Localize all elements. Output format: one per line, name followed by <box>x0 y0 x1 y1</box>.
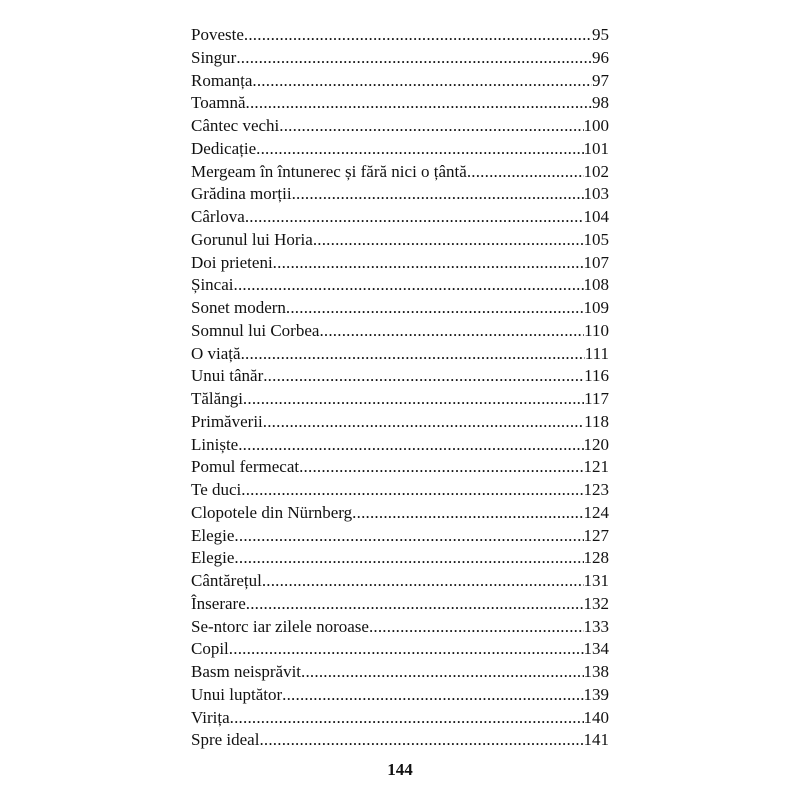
dot-leader <box>256 138 583 161</box>
dot-leader <box>230 707 584 730</box>
toc-entry-page: 139 <box>583 684 609 704</box>
toc-entry-title: Somnul lui Corbea <box>191 320 320 340</box>
toc-entry-title: Grădina morții <box>191 184 292 204</box>
toc-entry <box>191 388 609 411</box>
toc-entry-page: 108 <box>583 275 609 295</box>
dot-leader <box>234 525 583 548</box>
toc-entry-page: 128 <box>583 548 609 568</box>
toc-entry-page: 123 <box>583 480 609 499</box>
dot-leader <box>301 661 583 684</box>
toc-entry <box>191 343 609 366</box>
dot-leader <box>319 320 584 343</box>
toc-entry-page: 117 <box>584 389 609 408</box>
toc-entry-page: 131 <box>583 571 609 590</box>
toc-entry <box>191 70 609 93</box>
toc-entry-title: Clopotele din Nürnberg <box>191 502 353 522</box>
table-of-contents <box>191 24 609 752</box>
toc-entry <box>191 274 609 297</box>
dot-leader <box>246 92 592 115</box>
toc-entry-title: Poveste <box>191 25 244 44</box>
toc-entry <box>191 479 609 502</box>
toc-entry-page: 133 <box>583 616 609 636</box>
toc-entry <box>191 115 609 138</box>
toc-entry <box>191 707 609 730</box>
toc-entry-title: Elegie <box>191 548 235 568</box>
toc-entry <box>191 161 609 184</box>
toc-entry-title: Liniște <box>191 434 239 454</box>
dot-leader <box>234 274 584 297</box>
toc-entry <box>191 92 609 115</box>
toc-entry <box>191 138 609 161</box>
toc-entry-title: Sonet modern <box>191 298 286 317</box>
toc-entry-title: Doi prieteni <box>191 252 273 272</box>
dot-leader <box>241 343 585 366</box>
toc-entry <box>191 411 609 434</box>
toc-entry-title: Basm neisprăvit <box>191 662 302 681</box>
toc-entry <box>191 638 609 661</box>
toc-entry-page: 101 <box>583 138 609 158</box>
toc-entry-title: Se-ntorc iar zilele noroase <box>191 616 369 636</box>
toc-entry-page: 98 <box>592 93 609 113</box>
toc-entry <box>191 47 609 70</box>
toc-entry-title: Înserare <box>191 593 246 613</box>
toc-entry-page: 132 <box>583 593 609 613</box>
toc-entry <box>191 183 609 206</box>
dot-leader <box>352 502 583 525</box>
toc-entry <box>191 502 609 525</box>
toc-entry-title: Gorunul lui Horia <box>191 229 313 249</box>
toc-entry-title: Dedicație <box>191 138 257 158</box>
dot-leader <box>234 547 583 570</box>
toc-entry-title: O viață <box>191 343 241 363</box>
toc-entry-page: 127 <box>583 525 609 545</box>
toc-entry <box>191 661 609 684</box>
toc-entry-title: Cârlova <box>191 207 245 226</box>
toc-entry-page: 118 <box>584 411 609 431</box>
dot-leader <box>286 297 584 320</box>
toc-entry-title: Mergeam în întunerec și fără nici o țântă <box>191 161 467 181</box>
dot-leader <box>273 252 584 275</box>
dot-leader <box>299 456 583 479</box>
toc-entry-title: Spre ideal <box>191 730 260 750</box>
dot-leader <box>243 388 584 411</box>
toc-entry-title: Singur <box>191 47 237 67</box>
toc-entry-title: Copil <box>191 639 229 659</box>
toc-entry-title: Pomul fermecat <box>191 457 300 477</box>
toc-entry-title: Primăverii <box>191 411 263 431</box>
toc-entry-page: 100 <box>583 116 609 135</box>
toc-entry-page: 103 <box>583 184 609 204</box>
toc-entry <box>191 456 609 479</box>
dot-leader <box>292 183 584 206</box>
toc-entry <box>191 434 609 457</box>
toc-entry-title: Unui luptător <box>191 684 283 704</box>
dot-leader <box>229 638 584 661</box>
dot-leader <box>282 684 583 707</box>
toc-entry-title: Te duci <box>191 480 242 499</box>
toc-entry-page: 110 <box>584 320 609 340</box>
dot-leader <box>369 616 584 639</box>
toc-entry-title: Cântărețul <box>191 571 262 590</box>
toc-entry <box>191 24 609 47</box>
toc-entry-page: 102 <box>583 161 609 181</box>
toc-entry-page: 111 <box>584 343 609 363</box>
toc-entry-page: 134 <box>583 639 609 659</box>
toc-entry-title: Elegie <box>191 525 235 545</box>
toc-entry-title: Cântec vechi <box>191 116 280 135</box>
toc-entry <box>191 320 609 343</box>
dot-leader <box>245 206 584 229</box>
toc-entry-page: 121 <box>583 457 609 477</box>
toc-entry <box>191 684 609 707</box>
toc-entry-title: Șincai <box>191 275 234 295</box>
dot-leader <box>263 365 584 388</box>
toc-entry-page: 138 <box>583 662 609 681</box>
toc-entry <box>191 297 609 320</box>
toc-entry <box>191 365 609 388</box>
dot-leader <box>244 24 592 47</box>
toc-entry-page: 97 <box>592 70 609 90</box>
toc-entry-page: 104 <box>583 207 609 226</box>
toc-entry-title: Tălăngi <box>191 389 243 408</box>
toc-entry-page: 141 <box>583 730 609 750</box>
toc-entry <box>191 229 609 252</box>
toc-entry <box>191 616 609 639</box>
toc-entry-title: Romanța <box>191 70 253 90</box>
dot-leader <box>252 70 592 93</box>
toc-entry-title: Toamnă <box>191 93 246 113</box>
toc-entry <box>191 525 609 548</box>
dot-leader <box>263 411 584 434</box>
page-number: 144 <box>387 760 413 779</box>
dot-leader <box>313 229 584 252</box>
toc-entry <box>191 206 609 229</box>
toc-entry <box>191 252 609 275</box>
dot-leader <box>279 115 583 138</box>
dot-leader <box>241 479 583 502</box>
toc-entry-page: 120 <box>583 434 609 454</box>
toc-entry-page: 107 <box>583 252 609 272</box>
toc-entry-page: 96 <box>592 47 609 67</box>
dot-leader <box>238 434 583 457</box>
toc-entry <box>191 729 609 752</box>
dot-leader <box>236 47 592 70</box>
dot-leader <box>467 161 584 184</box>
toc-entry-title: Virița <box>191 707 230 727</box>
toc-entry-page: 105 <box>583 229 609 249</box>
toc-entry <box>191 570 609 593</box>
toc-entry <box>191 547 609 570</box>
toc-entry-page: 140 <box>583 707 609 727</box>
dot-leader <box>246 593 584 616</box>
toc-entry-page: 95 <box>592 25 609 44</box>
toc-entry-title: Unui tânăr <box>191 366 264 386</box>
dot-leader <box>259 729 583 752</box>
toc-entry-page: 124 <box>583 502 609 522</box>
toc-entry-page: 109 <box>583 298 609 317</box>
toc-entry <box>191 593 609 616</box>
toc-entry-page: 116 <box>584 366 609 386</box>
dot-leader <box>262 570 584 593</box>
